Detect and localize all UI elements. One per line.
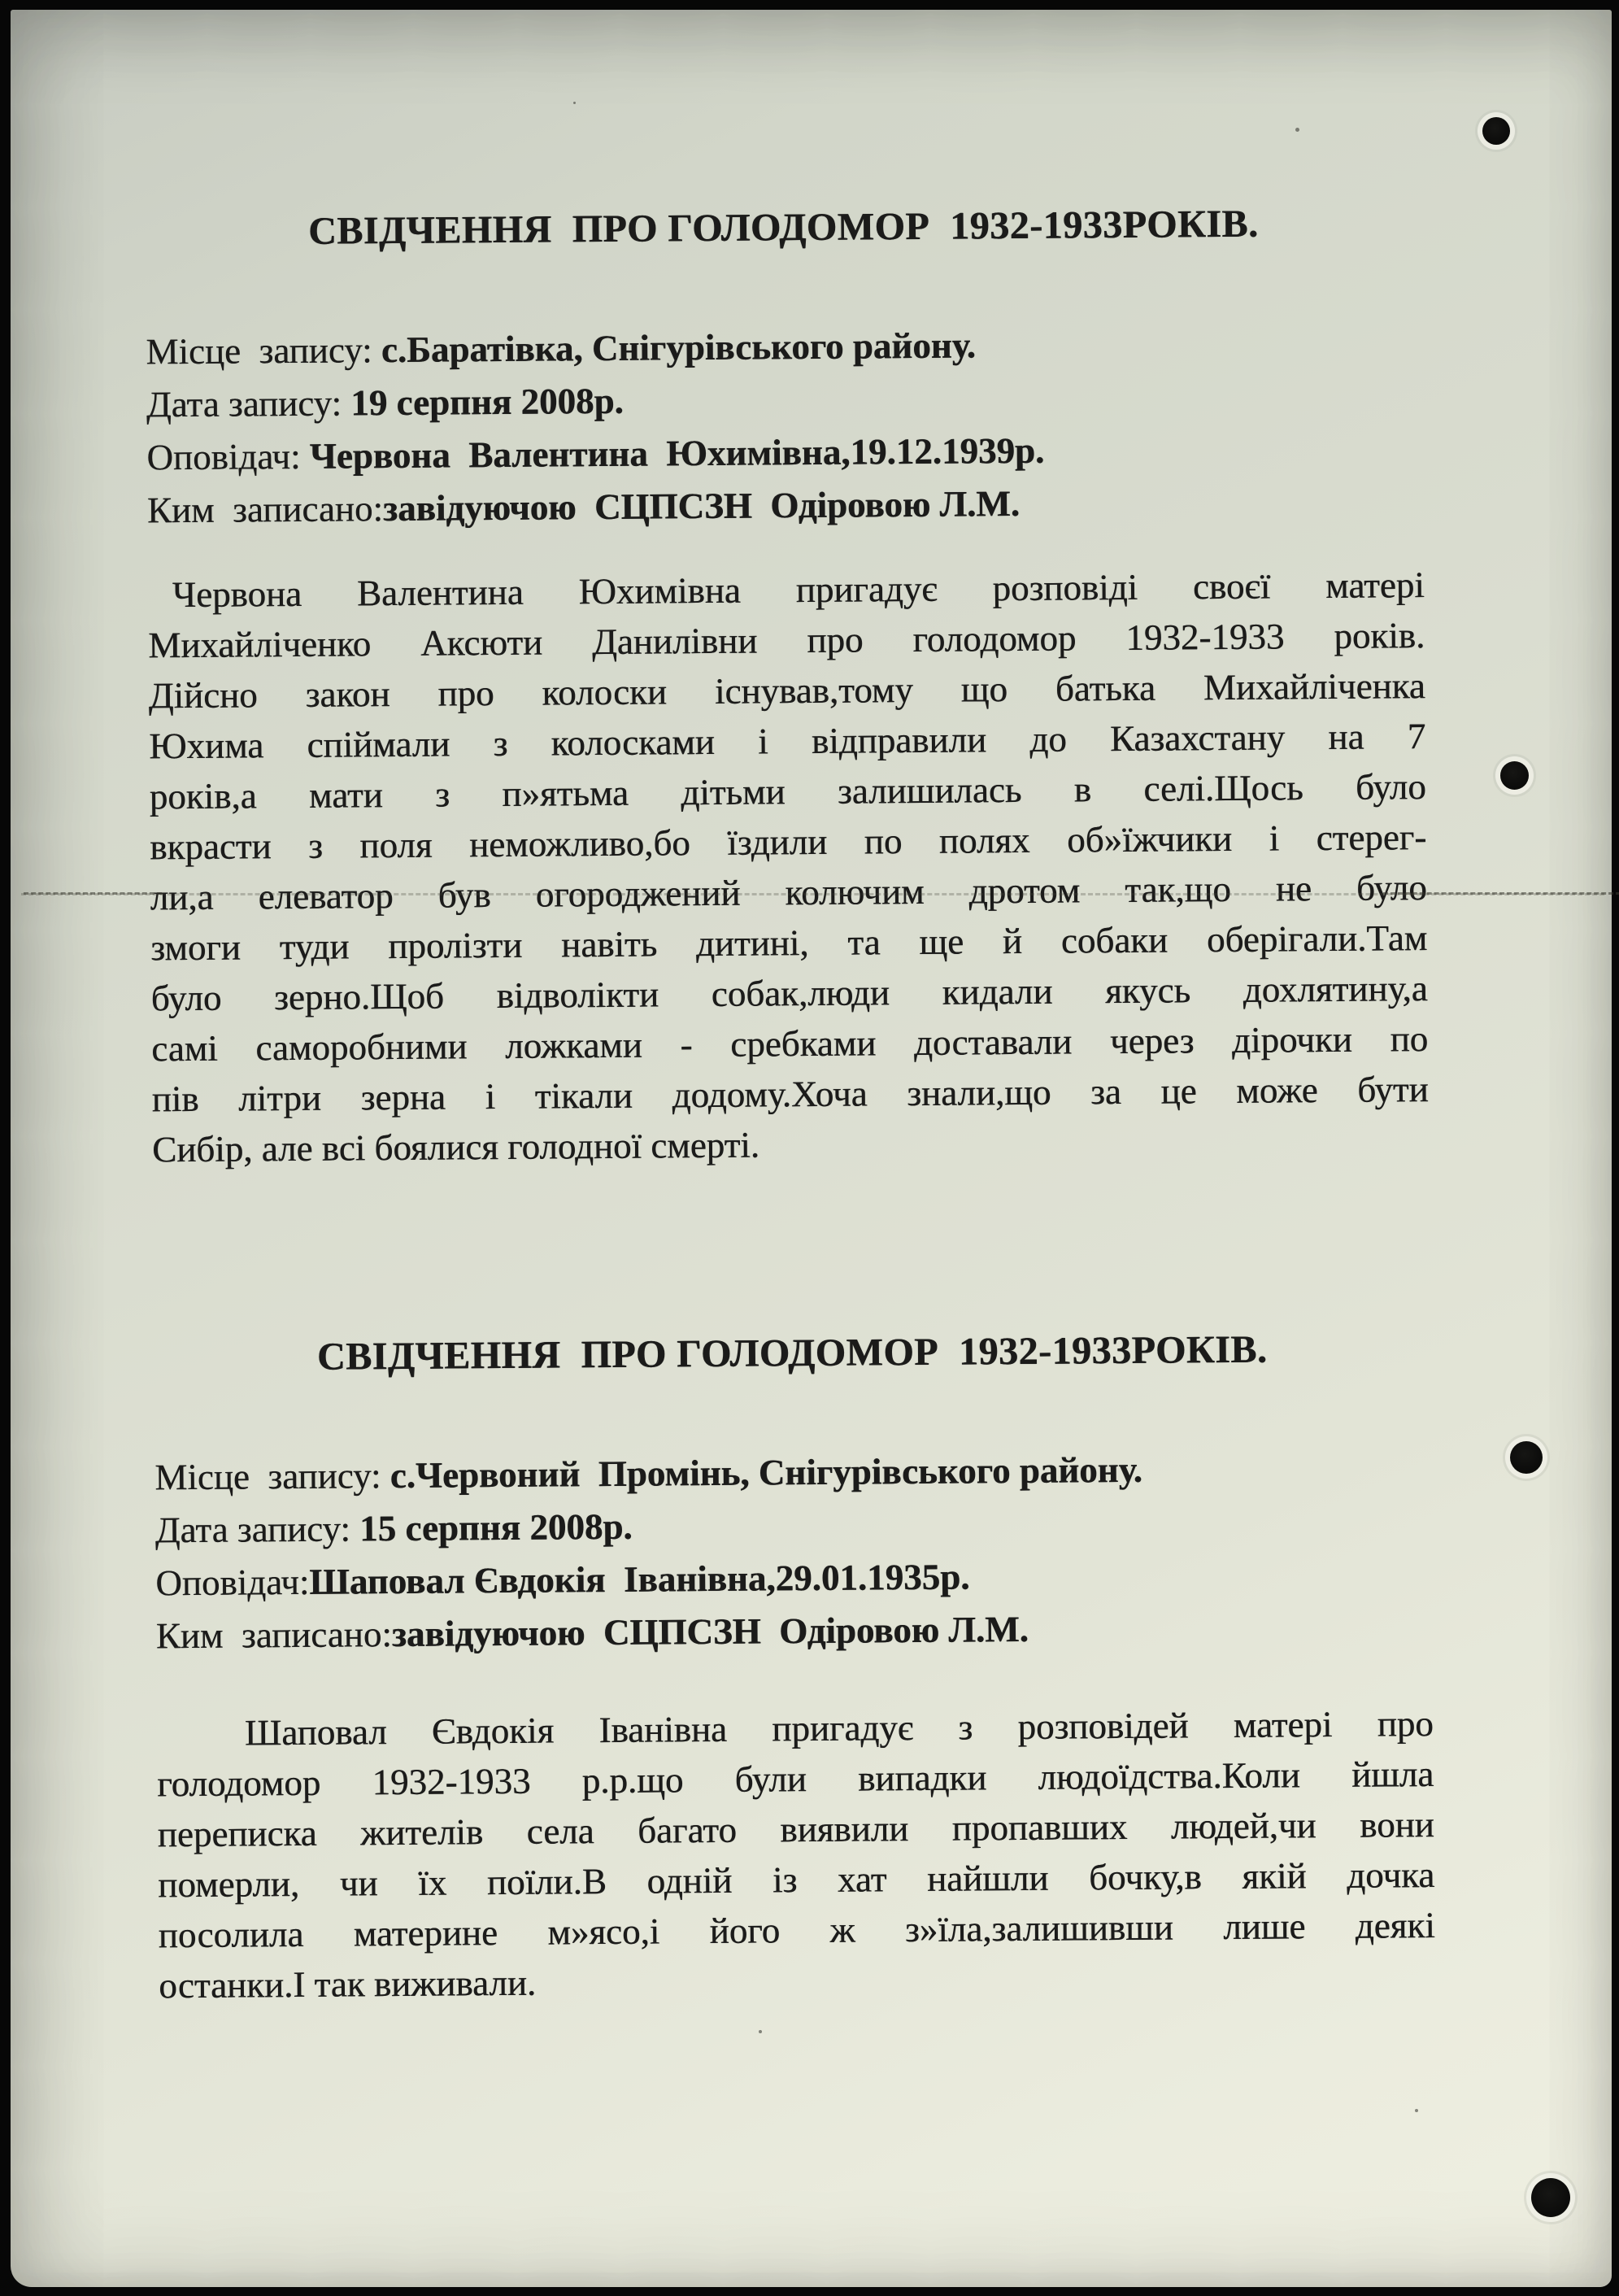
meta-label: Оповідач: xyxy=(146,435,310,478)
meta-label: Місце запису: xyxy=(155,1455,390,1498)
testimony-section xyxy=(145,200,1429,1174)
punch-hole xyxy=(1482,117,1510,145)
section-title: СВІДЧЕННЯ ПРО ГОЛОДОМОР 1932-1933РОКІВ. xyxy=(307,202,1259,253)
paragraph-line: самі саморобними ложками - сребками доставали через дірочки по xyxy=(151,1018,1429,1070)
paragraph-line: вкрасти з поля неможливо,бо їздили по полях об»їжчики і стерег- xyxy=(150,817,1427,868)
fold-crease-line xyxy=(21,893,1604,895)
paragraph-line: років,а мати з п»ятьма дітьми залишилась в селі.Щось було xyxy=(149,766,1426,817)
meta-row xyxy=(147,474,1424,537)
paper-speck xyxy=(1295,128,1299,132)
paragraph-line: останки.І так виживали. xyxy=(159,1962,537,2006)
meta-row xyxy=(146,421,1423,484)
paragraph-line: Михайліченко Аксюти Данилівни про голодомор 1932-1933 років. xyxy=(148,615,1425,666)
paper-speck xyxy=(759,2030,762,2033)
paragraph-line: померли, чи їх поїли.В одній із хат найшли бочку,в якій дочка xyxy=(158,1854,1435,1906)
meta-value: Шаповал Євдокія Іванівна,29.01.1935р. xyxy=(309,1556,970,1602)
punch-hole xyxy=(1531,2178,1570,2217)
section-title: СВІДЧЕННЯ ПРО ГОЛОДОМОР 1932-1933РОКІВ. xyxy=(316,1327,1268,1379)
meta-value: завідуючою СЦПСЗН Одіровою Л.М. xyxy=(391,1608,1029,1655)
punch-hole xyxy=(1500,761,1529,790)
meta-value: 19 серпня 2008р. xyxy=(350,380,624,424)
paragraph-line: Червона Валентина Юхимівна пригадує розповіді своєї матері xyxy=(172,564,1425,616)
meta-row xyxy=(155,1547,1432,1610)
meta-label: Ким записано: xyxy=(146,488,384,531)
meta-label: Оповідач: xyxy=(155,1561,310,1604)
paragraph-line: голодомор 1932-1933 р.р.що були випадки людоїдства.Коли йшла xyxy=(157,1754,1434,1805)
meta-row xyxy=(155,1441,1431,1504)
testimony-paragraph xyxy=(148,560,1430,1174)
meta-row xyxy=(146,368,1423,431)
punch-hole xyxy=(1510,1441,1543,1474)
meta-block xyxy=(146,316,1424,537)
page-content xyxy=(3,3,1619,2293)
meta-block xyxy=(155,1441,1433,1662)
paper-speck xyxy=(1415,2109,1418,2112)
meta-label: Дата запису: xyxy=(146,382,351,425)
paragraph-line: переписка жителів села багато виявили пропавших людей,чи вони xyxy=(157,1804,1434,1855)
paragraph-line: було зерно.Щоб відволікти собак,люди кидали якусь дохлятину,а xyxy=(150,968,1428,1019)
paragraph-line: змоги туди пролізти навіть дитині, та ще й собаки оберігали.Там xyxy=(150,917,1428,969)
paragraph-line: Сибір, але всі боялися голодної смерті. xyxy=(151,1124,760,1170)
paragraph-line: ли,а елеватор був огороджений колючим дротом так,що не було xyxy=(150,867,1427,918)
meta-row xyxy=(146,316,1422,378)
meta-row xyxy=(156,1600,1433,1662)
meta-row xyxy=(155,1494,1432,1557)
paper-speck xyxy=(573,102,576,104)
fold-crease-right xyxy=(1383,892,1619,895)
meta-label: Дата запису: xyxy=(155,1508,360,1551)
paragraph-line: пів літри зерна і тікали додому.Хоча знали,що за це може бути xyxy=(151,1069,1429,1120)
meta-value: завідуючою СЦПСЗН Одіровою Л.М. xyxy=(382,482,1021,529)
paragraph-line: посолила материне м»ясо,і його ж з»їла,залишивши лише деякі xyxy=(158,1905,1435,1956)
meta-value: Червона Валентина Юхимівна,19.12.1939р. xyxy=(309,429,1045,477)
testimony-section xyxy=(154,1326,1435,2011)
meta-value: 15 серпня 2008р. xyxy=(359,1505,633,1549)
meta-value: с.Баратівка, Снігурівського району. xyxy=(381,325,977,371)
document-page xyxy=(11,10,1612,2287)
fold-crease-left xyxy=(24,892,162,895)
meta-value: с.Червоний Промінь, Снігурівського району. xyxy=(390,1449,1143,1497)
testimony-paragraph xyxy=(157,1698,1436,2011)
paragraph-line: Юхима спіймали з колосками і відправили до Казахстану на 7 xyxy=(149,716,1426,767)
meta-label: Ким записано: xyxy=(155,1614,393,1657)
paragraph-line: Дійсно закон про колоски існував,тому що батька Михайліченка xyxy=(148,665,1425,717)
meta-label: Місце запису: xyxy=(146,329,382,373)
paragraph-line: Шаповал Євдокія Іванівна пригадує з розповідей матері про xyxy=(244,1703,1434,1754)
